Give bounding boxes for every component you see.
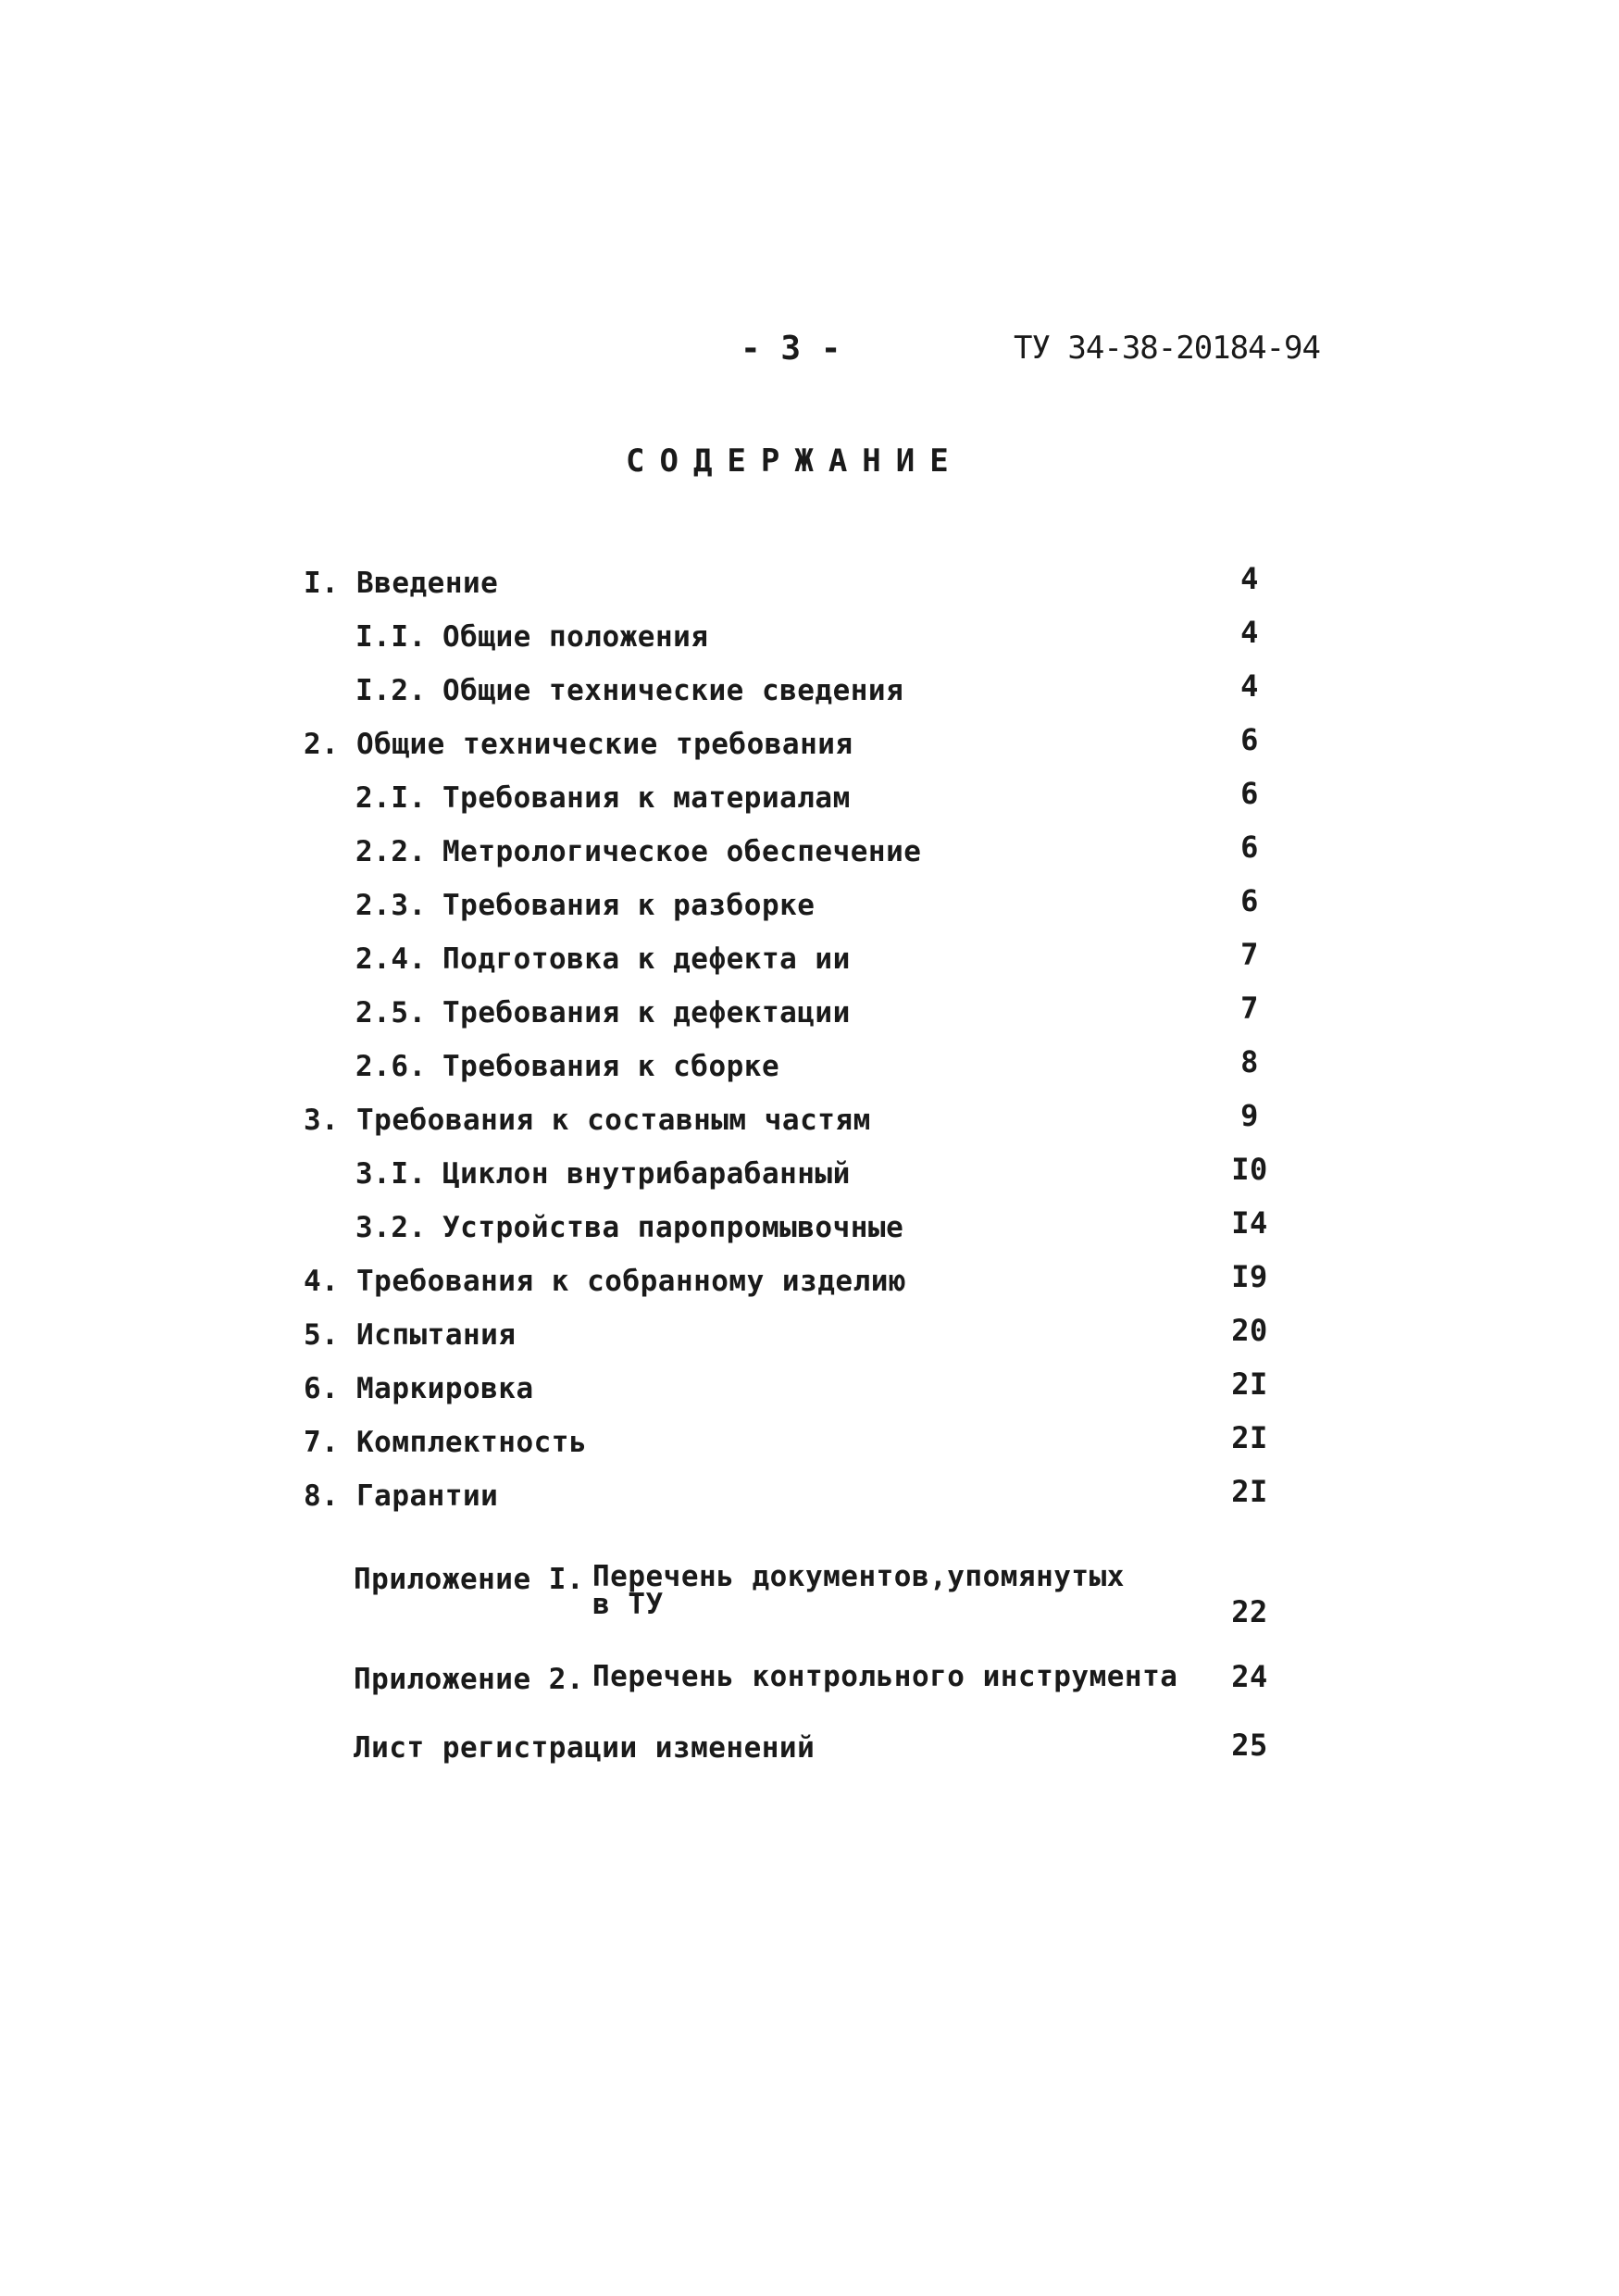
toc-entry-number: 6. — [304, 1372, 340, 1405]
toc-entry-2 — [0, 722, 1619, 772]
changes-sheet-page: 25 — [1231, 1728, 1268, 1763]
toc-entry-page: 4 — [1240, 561, 1259, 596]
toc-entry-page: 4 — [1240, 668, 1259, 704]
toc-entry-number: 2.5. — [355, 996, 427, 1029]
toc-entry-title: Циклон внутрибарабанный — [442, 1157, 851, 1191]
toc-entry-number: 2.3. — [355, 889, 427, 922]
toc-entry-title: Требования к дефектации — [442, 996, 851, 1029]
toc-entry-title: Комплектность — [356, 1426, 588, 1459]
toc-entry-page: 9 — [1240, 1098, 1259, 1133]
toc-entry-number: 3.I. — [355, 1157, 427, 1191]
toc-entry-title: Маркировка — [356, 1372, 534, 1405]
toc-entry-title: Общие технические сведения — [442, 674, 904, 707]
toc-entry-3 — [0, 1098, 1619, 1148]
toc-entry-3-2 — [0, 1205, 1619, 1255]
appendix-label: Приложение I. — [354, 1563, 585, 1596]
document-code: ТУ 34-38-20184-94 — [1014, 330, 1320, 367]
appendix-page: 24 — [1231, 1659, 1268, 1694]
toc-entry-number: 8. — [304, 1479, 340, 1513]
toc-entry-7 — [0, 1420, 1619, 1470]
toc-entry-number: 2.2. — [355, 835, 427, 868]
toc-entry-page: 2I — [1231, 1420, 1268, 1455]
toc-entry-page: I4 — [1231, 1205, 1268, 1241]
toc-entry-1-2 — [0, 668, 1619, 718]
toc-entry-number: 7. — [304, 1426, 340, 1459]
toc-entry-page: 2I — [1231, 1366, 1268, 1402]
toc-entry-number: I.2. — [355, 674, 427, 707]
toc-entry-2-2 — [0, 830, 1619, 880]
toc-entry-number: 4. — [304, 1265, 340, 1298]
toc-entry-page: 6 — [1240, 830, 1259, 865]
toc-entry-number: 3. — [304, 1104, 340, 1137]
toc-entry-title: Устройства паропромывочные — [442, 1211, 904, 1244]
toc-entry-page: 8 — [1240, 1044, 1259, 1079]
toc-entry-8 — [0, 1474, 1619, 1524]
toc-entry-4 — [0, 1259, 1619, 1309]
toc-entry-number: I.I. — [355, 620, 427, 654]
toc-entry-number: 2.6. — [355, 1050, 427, 1083]
toc-entry-title: Гарантии — [356, 1479, 499, 1513]
toc-entry-number: 2.4. — [355, 942, 427, 976]
toc-entry-title: Требования к разборке — [442, 889, 816, 922]
toc-entry-title: Метрологическое обеспечение — [442, 835, 922, 868]
appendix-title: Перечень контрольного инструмента — [592, 1660, 1178, 1693]
toc-entry-title: Требования к материалам — [442, 781, 851, 815]
toc-entry-number: I. — [304, 567, 340, 600]
appendix-page: 22 — [1231, 1594, 1268, 1629]
appendix-label: Приложение 2. — [354, 1663, 585, 1696]
toc-entry-title: Требования к сборке — [442, 1050, 780, 1083]
appendix-title-line1: Перечень документов,упомянутых — [592, 1560, 1125, 1593]
toc-entry-title: Общие положения — [442, 620, 709, 654]
toc-entry-2-5 — [0, 991, 1619, 1041]
toc-entry-6 — [0, 1366, 1619, 1416]
toc-entry-number: 2.I. — [355, 781, 427, 815]
toc-entry-number: 5. — [304, 1318, 340, 1352]
appendix-title — [592, 1560, 1125, 1621]
appendix-2 — [0, 1659, 1619, 1707]
changes-sheet-title: Лист регистрации изменений — [354, 1731, 816, 1765]
toc-entry-1 — [0, 561, 1619, 611]
toc-entry-number: 3.2. — [355, 1211, 427, 1244]
toc-entry-title: Требования к собранному изделию — [356, 1265, 907, 1298]
toc-entry-title: Испытания — [356, 1318, 517, 1352]
toc-entry-title: Общие технические требования — [356, 728, 853, 761]
toc-entry-page: 6 — [1240, 776, 1259, 811]
toc-entry-2-6 — [0, 1044, 1619, 1094]
toc-entry-page: 7 — [1240, 937, 1259, 972]
toc-entry-number: 2. — [304, 728, 340, 761]
toc-title: СОДЕРЖАНИЕ — [626, 443, 964, 480]
toc-entry-title: Подготовка к дефекта ии — [442, 942, 851, 976]
toc-entry-page: 6 — [1240, 722, 1259, 757]
toc-entry-5 — [0, 1313, 1619, 1363]
toc-entry-title: Введение — [356, 567, 499, 600]
toc-entry-3-1 — [0, 1152, 1619, 1202]
toc-entry-page: I0 — [1231, 1152, 1268, 1187]
page-number: - 3 - — [741, 330, 841, 368]
toc-entry-page: 6 — [1240, 883, 1259, 918]
toc-entry-page: 2I — [1231, 1474, 1268, 1509]
appendix-title-line2: в ТУ — [592, 1588, 664, 1621]
toc-entry-1-1 — [0, 615, 1619, 665]
changes-sheet-entry — [0, 1728, 1619, 1776]
toc-entry-2-4 — [0, 937, 1619, 987]
appendix-1 — [0, 1560, 1619, 1637]
toc-entry-2-1 — [0, 776, 1619, 826]
toc-entry-page: I9 — [1231, 1259, 1268, 1294]
toc-entry-page: 20 — [1231, 1313, 1268, 1348]
toc-entry-page: 4 — [1240, 615, 1259, 650]
toc-entry-title: Требования к составным частям — [356, 1104, 871, 1137]
toc-entry-2-3 — [0, 883, 1619, 933]
toc-entry-page: 7 — [1240, 991, 1259, 1026]
